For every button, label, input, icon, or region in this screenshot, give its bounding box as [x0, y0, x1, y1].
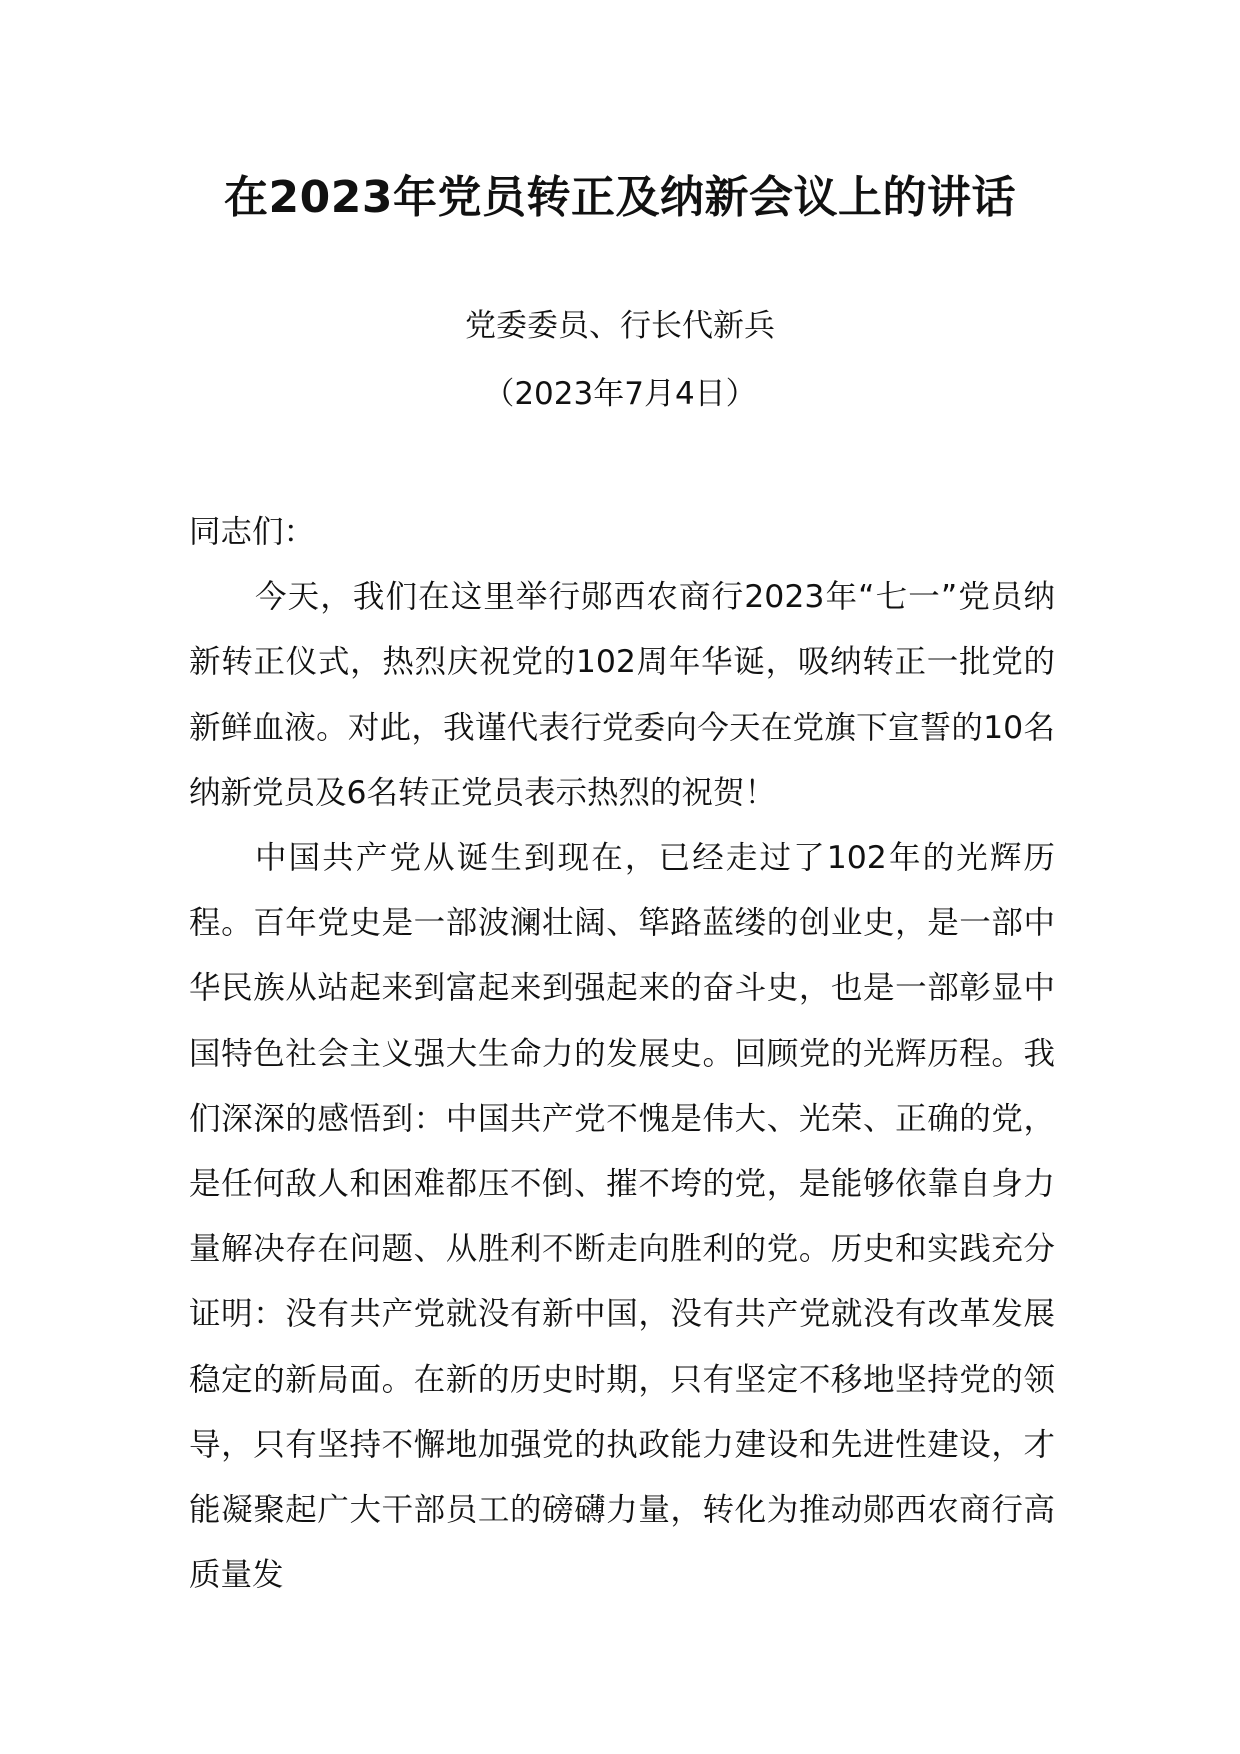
salutation: 同志们：	[189, 514, 316, 550]
paragraph-2: 中国共产党从诞生到现在，已经走过了102年的光辉历程。百年党史是一部波澜壮阔、筚路蓝缕的创业史，是一部中华民族从站起来到富起来到强起来的奋斗史，也是一部彰显中国特色社会主义强大生命力的发展史。回顾党的光辉历程。我们深深的感悟到：中国共产党不愧是伟大、光荣、正确的党，是任何敌人和困难都压不倒、摧不垮的党，是能够依靠自身力量解决存在问题、从胜利不断走向胜利的党。历史和实践充分证明：没有共产党就没有新中国，没有共产党就没有改革发展稳定的新局面。在新的历史时期，只有坚定不移地坚持党的领导，只有坚持不懈地加强党的执政能力建设和先进性建设，才能凝聚起广大干部员工的磅礴力量，转化为推动郧西农商行高质量发	[189, 840, 1055, 1594]
paragraph-1: 今天，我们在这里举行郧西农商行2023年“七一”党员纳新转正仪式，热烈庆祝党的102周年华诞，吸纳转正一批党的新鲜血液。对此，我谨代表行党委向今天在党旗下宣誓的10名纳新党员及6名转正党员表示热烈的祝贺！	[189, 579, 1055, 811]
date-line: （2023年7月4日）	[483, 376, 757, 412]
speech-body	[189, 500, 1055, 1608]
author-line: 党委委员、行长代新兵	[465, 308, 775, 344]
document-title: 在2023年党员转正及纳新会议上的讲话	[224, 172, 1016, 223]
